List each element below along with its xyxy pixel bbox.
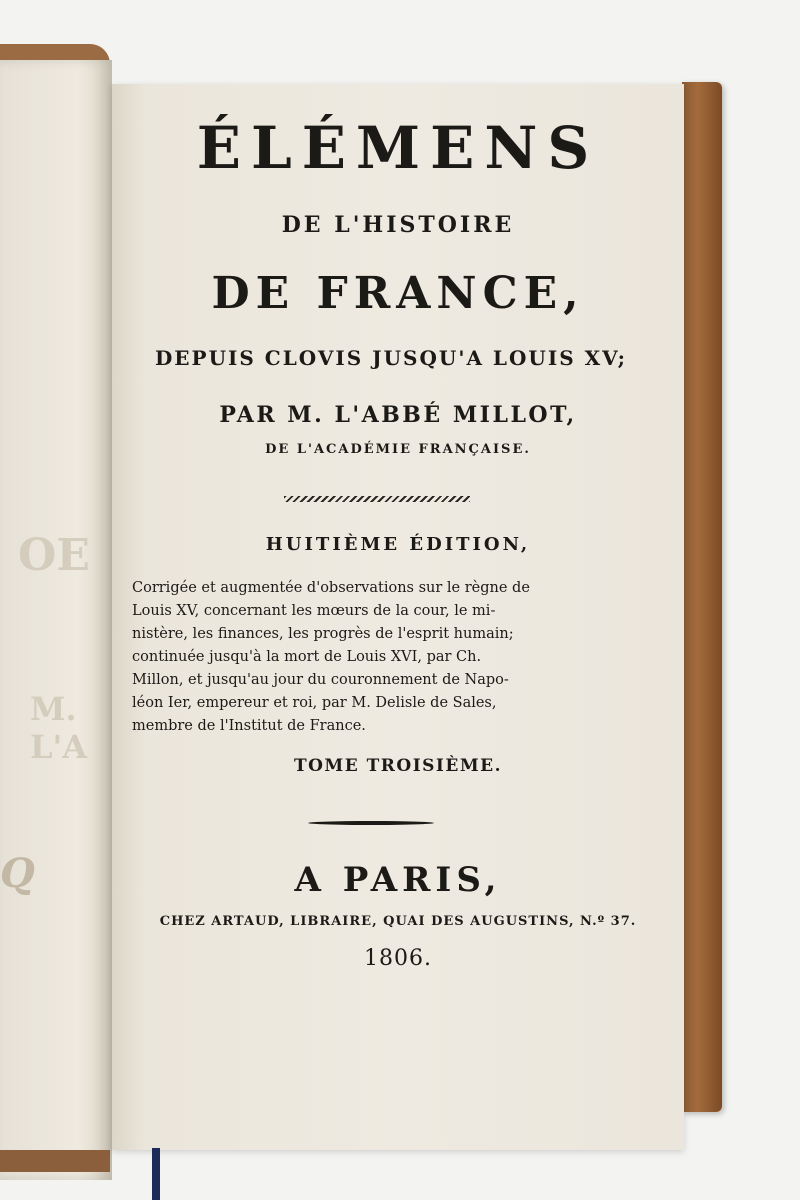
description-line: Millon, et jusqu'au jour du couronnement de Napo- bbox=[132, 672, 509, 688]
author-line: PAR M. L'ABBÉ MILLOT, bbox=[219, 402, 577, 428]
book-back-board bbox=[682, 82, 722, 1112]
book-title: ÉLÉMENS bbox=[196, 114, 600, 182]
book-subtitle-2: DE FRANCE, bbox=[211, 268, 585, 319]
description-line: membre de l'Institut de France. bbox=[132, 718, 366, 734]
book-subtitle-3: DEPUIS CLOVIS JUSQU'A LOUIS XV; bbox=[154, 346, 628, 370]
description-line: Corrigée et augmentée d'observations sur le règne de bbox=[132, 580, 530, 596]
book-subtitle-1: DE L'HISTOIRE bbox=[281, 212, 515, 238]
volume-line: TOME TROISIÈME. bbox=[293, 756, 503, 776]
description-line: nistère, les finances, les progrès de l'esprit humain; bbox=[132, 626, 514, 642]
facing-page-bleed-text: M. L'A bbox=[30, 690, 88, 766]
facing-page-bleed-text: OE bbox=[18, 530, 90, 581]
description-line: léon Ier, empereur et roi, par M. Delisle de Sales, bbox=[132, 695, 497, 711]
facing-page-bleed-mark: Q bbox=[0, 850, 35, 897]
title-page bbox=[112, 84, 684, 1150]
imprint-year: 1806. bbox=[364, 946, 432, 971]
description-line: continuée jusqu'à la mort de Louis XVI, par Ch. bbox=[132, 649, 482, 665]
bookmark-ribbon bbox=[152, 1148, 160, 1200]
facing-page bbox=[0, 60, 112, 1180]
imprint-publisher: CHEZ ARTAUD, LIBRAIRE, QUAI DES AUGUSTINS, N.º 37. bbox=[159, 914, 637, 929]
edition-line: HUITIÈME ÉDITION, bbox=[265, 534, 531, 555]
imprint-place: A PARIS, bbox=[294, 860, 502, 900]
ornamental-rule bbox=[284, 496, 470, 502]
edition-description bbox=[132, 577, 602, 738]
description-line: Louis XV, concernant les mœurs de la cour, le mi- bbox=[132, 603, 496, 619]
divider-rule bbox=[308, 821, 434, 825]
book-spine-bottom bbox=[0, 1150, 110, 1172]
author-affiliation: DE L'ACADÉMIE FRANÇAISE. bbox=[265, 442, 531, 457]
